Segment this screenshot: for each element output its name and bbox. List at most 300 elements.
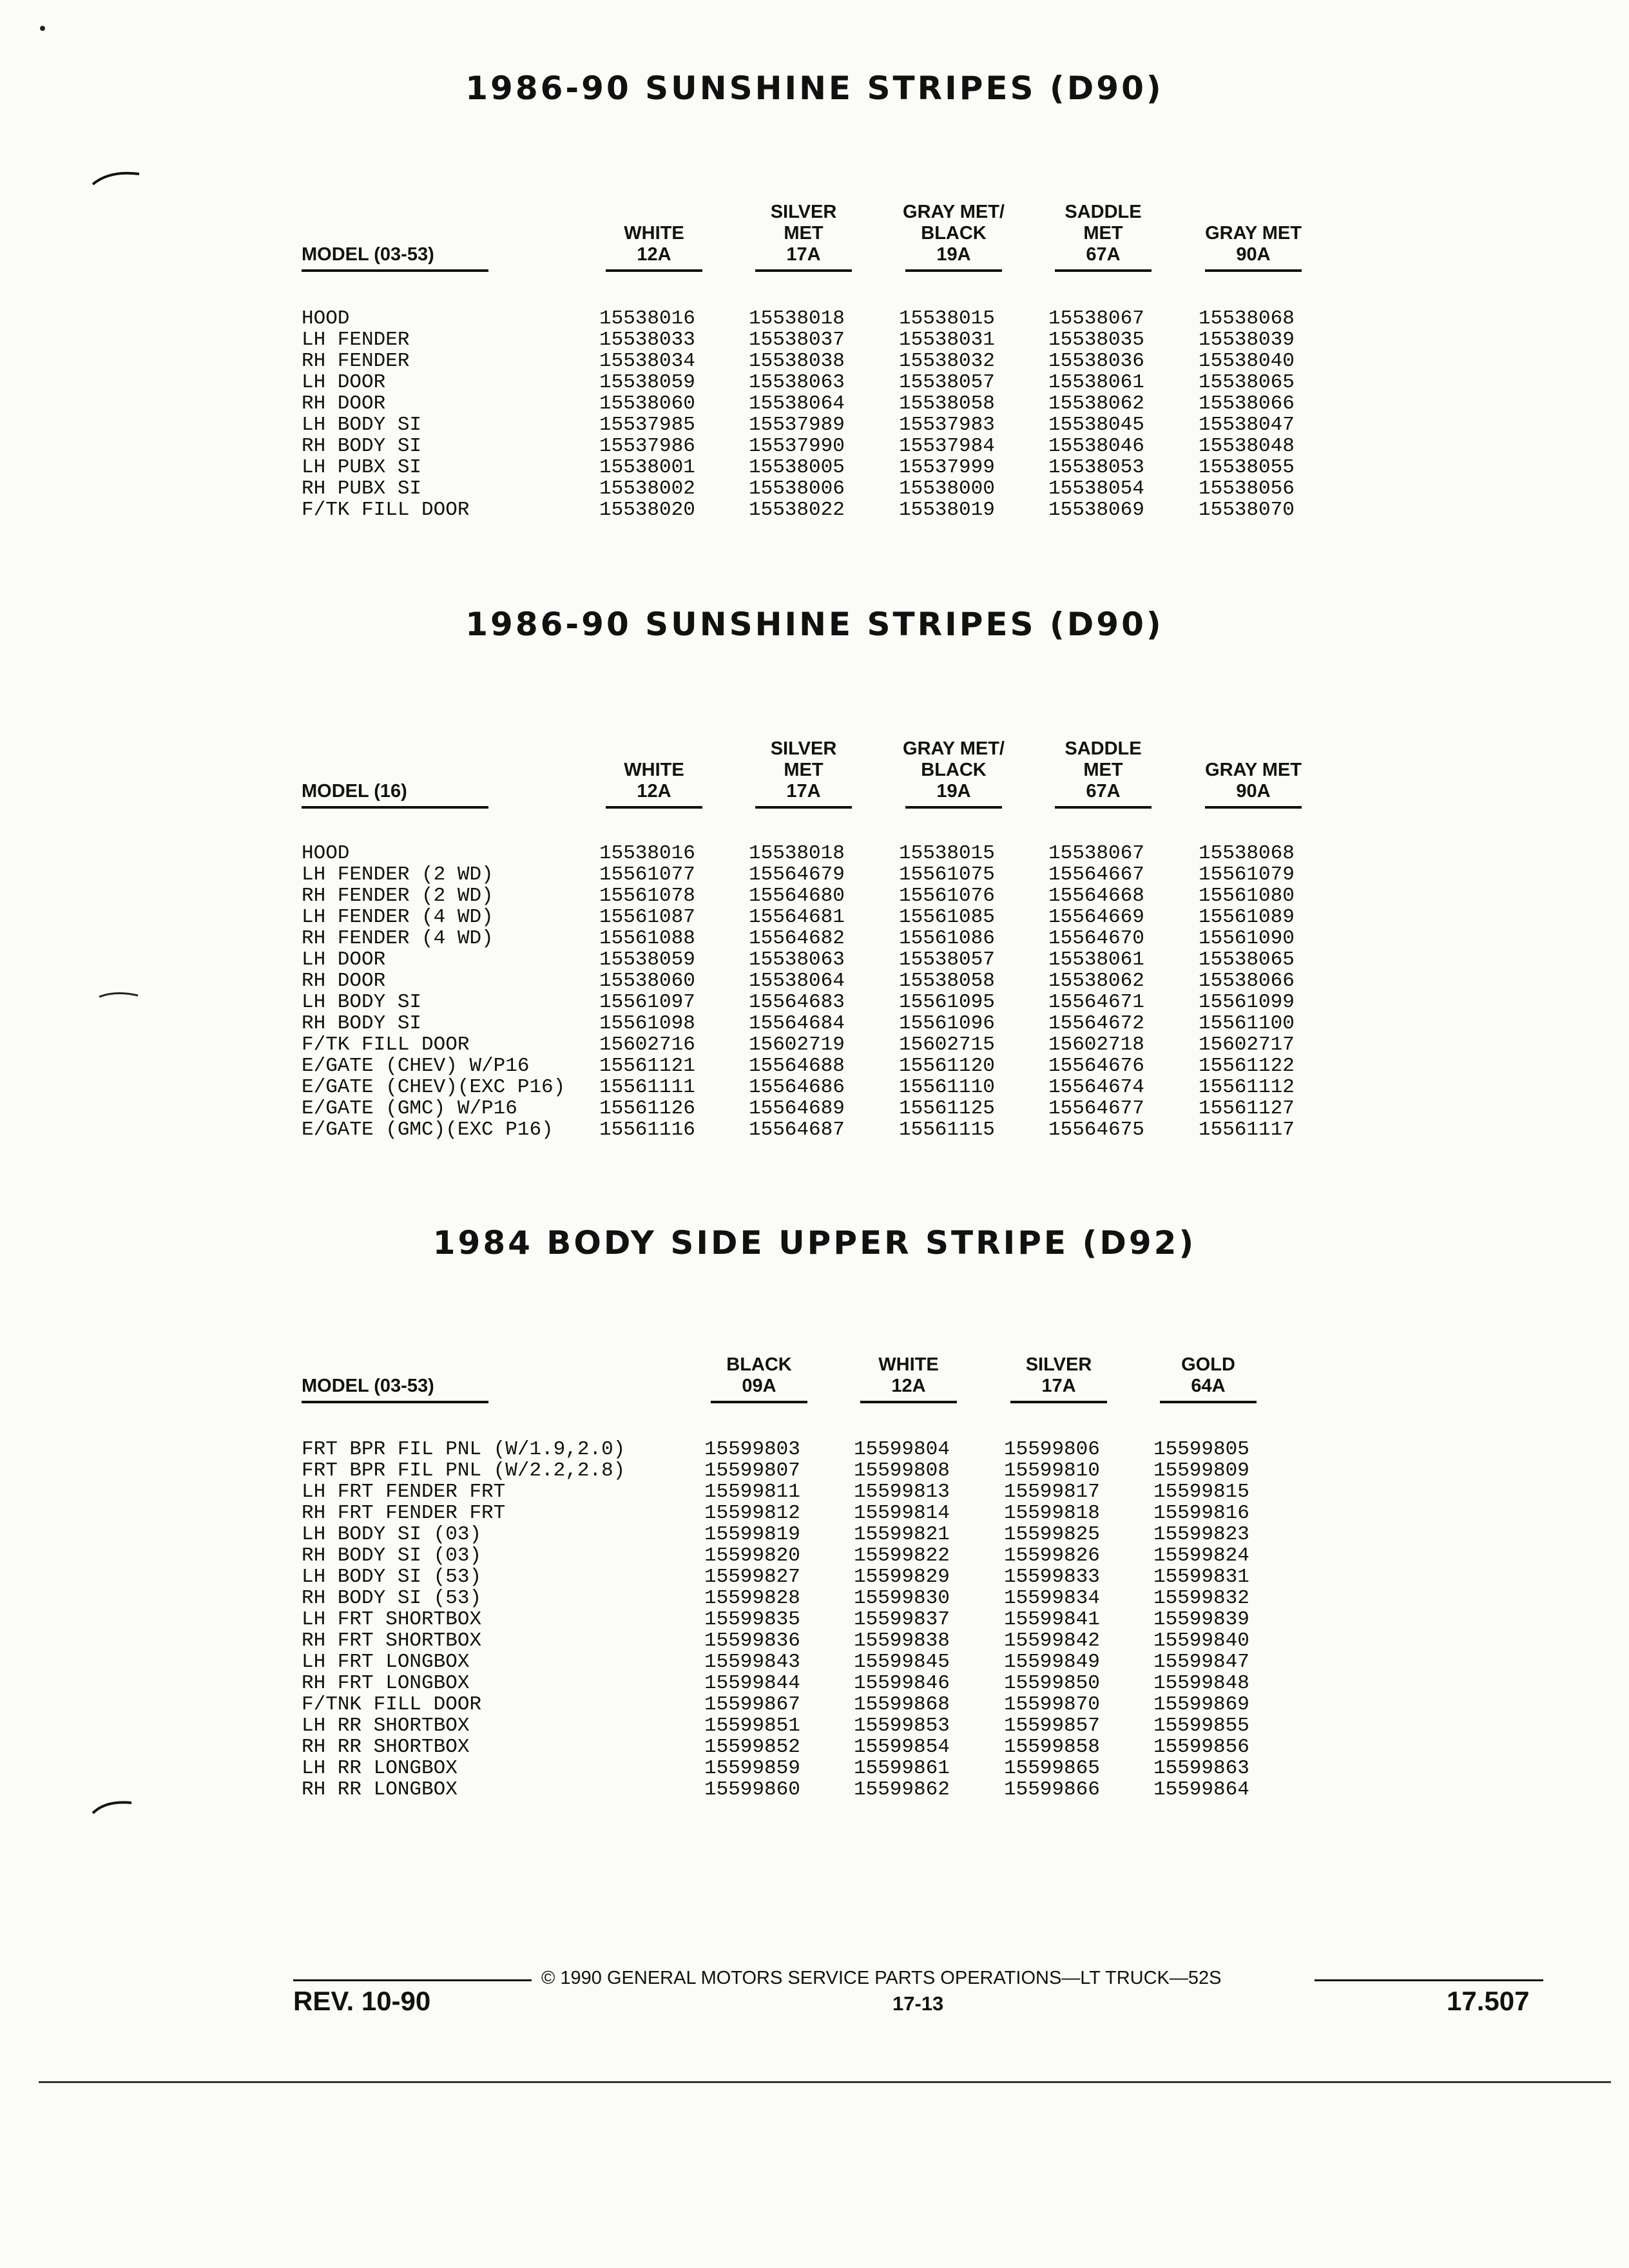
part-number: 15538020 — [599, 499, 695, 521]
column-header-line: WHITE — [878, 1354, 939, 1375]
part-number: 15599849 — [1004, 1651, 1100, 1673]
part-number: 15538057 — [899, 948, 995, 971]
part-number: 15538016 — [599, 307, 695, 330]
part-number: 15602716 — [599, 1033, 695, 1056]
part-number: 15599808 — [854, 1459, 950, 1482]
part-number: 15599806 — [1004, 1438, 1100, 1461]
column-header-line: GRAY MET/ — [903, 202, 1005, 222]
part-number: 15599834 — [1004, 1587, 1100, 1610]
part-number: 15599862 — [854, 1778, 950, 1801]
part-number: 15599813 — [854, 1481, 950, 1503]
column-header-line: SILVER — [770, 738, 837, 759]
part-number: 15564683 — [749, 991, 845, 1014]
part-number: 15538068 — [1199, 307, 1295, 330]
part-number: 15561099 — [1199, 991, 1295, 1014]
part-number: 15599859 — [704, 1757, 800, 1780]
part-description: FRT BPR FIL PNL (W/1.9,2.0) — [302, 1438, 626, 1461]
part-number: 15599867 — [704, 1693, 800, 1716]
part-number: 15599864 — [1153, 1778, 1249, 1801]
part-number: 15564687 — [749, 1119, 845, 1141]
column-header-underline — [905, 806, 1002, 809]
part-description: LH BODY SI (53) — [302, 1566, 482, 1588]
color-column-header — [596, 760, 712, 802]
part-number: 15538006 — [749, 477, 845, 500]
part-number: 15538032 — [899, 350, 995, 372]
part-number: 15564689 — [749, 1097, 845, 1120]
part-number: 15599838 — [854, 1629, 950, 1652]
part-number: 15599856 — [1153, 1736, 1249, 1758]
part-description: RH BODY SI — [302, 435, 422, 457]
color-column-header — [1195, 223, 1311, 265]
part-number: 15599809 — [1153, 1459, 1249, 1482]
column-header-line: 90A — [1236, 244, 1271, 265]
part-description: LH DOOR — [302, 371, 386, 394]
part-number: 15564672 — [1048, 1012, 1144, 1035]
part-number: 15538055 — [1199, 456, 1295, 479]
part-number: 15564688 — [749, 1055, 845, 1077]
part-number: 15564667 — [1048, 863, 1144, 886]
part-number: 15537999 — [899, 456, 995, 479]
part-number: 15538047 — [1199, 414, 1295, 436]
column-header-underline — [1160, 1401, 1257, 1403]
part-number: 15538045 — [1048, 414, 1144, 436]
part-number: 15561117 — [1199, 1119, 1295, 1141]
column-header-line: MET — [784, 760, 824, 780]
part-number: 15538063 — [749, 948, 845, 971]
part-description: LH BODY SI — [302, 991, 422, 1014]
part-number: 15599807 — [704, 1459, 800, 1482]
part-number: 15599846 — [854, 1672, 950, 1695]
part-number: 15599817 — [1004, 1481, 1100, 1503]
part-description: FRT BPR FIL PNL (W/2.2,2.8) — [302, 1459, 626, 1482]
part-number: 15599847 — [1153, 1651, 1249, 1673]
part-number: 15538036 — [1048, 350, 1144, 372]
part-description: RH FRT LONGBOX — [302, 1672, 470, 1695]
part-number: 15538061 — [1048, 371, 1144, 394]
part-number: 15599845 — [854, 1651, 950, 1673]
part-number: 15537983 — [899, 414, 995, 436]
part-number: 15564684 — [749, 1012, 845, 1035]
column-header-line: 67A — [1086, 781, 1121, 802]
part-number: 15538040 — [1199, 350, 1295, 372]
column-header-line: SADDLE — [1065, 202, 1142, 222]
column-header-line: BLACK — [726, 1354, 792, 1375]
part-number: 15599810 — [1004, 1459, 1100, 1482]
color-column-header — [896, 738, 1012, 802]
column-header-line: 67A — [1086, 244, 1121, 265]
part-number: 15538060 — [599, 392, 695, 415]
scan-mark-bottom-left — [90, 1798, 135, 1817]
part-number: 15537989 — [749, 414, 845, 436]
column-header-line: GOLD — [1181, 1354, 1235, 1375]
column-header-line: BLACK — [921, 760, 987, 780]
part-number: 15561095 — [899, 991, 995, 1014]
part-number: 15599837 — [854, 1608, 950, 1631]
part-number: 15599842 — [1004, 1629, 1100, 1652]
part-number: 15538060 — [599, 970, 695, 992]
part-number: 15599828 — [704, 1587, 800, 1610]
column-header-underline — [302, 806, 488, 809]
column-header-underline — [606, 269, 702, 272]
part-number: 15599851 — [704, 1715, 800, 1737]
part-number: 15538064 — [749, 970, 845, 992]
part-number: 15599830 — [854, 1587, 950, 1610]
part-number: 15599870 — [1004, 1693, 1100, 1716]
part-number: 15561097 — [599, 991, 695, 1014]
color-column-header — [746, 738, 862, 802]
part-number: 15538048 — [1199, 435, 1295, 457]
part-number: 15564669 — [1048, 906, 1144, 928]
part-number: 15564679 — [749, 863, 845, 886]
column-header-line: MODEL (03-53) — [302, 244, 434, 265]
column-header-line: WHITE — [624, 223, 684, 244]
color-column-header — [701, 1354, 817, 1397]
part-number: 15564682 — [749, 927, 845, 950]
part-description: RH DOOR — [302, 970, 386, 992]
part-number: 15599857 — [1004, 1715, 1100, 1737]
part-number: 15537984 — [899, 435, 995, 457]
part-description: LH FENDER — [302, 329, 410, 351]
part-description: LH BODY SI (03) — [302, 1523, 482, 1546]
column-header-line: BLACK — [921, 223, 987, 244]
column-header-line: SILVER — [1025, 1354, 1092, 1375]
part-number: 15538057 — [899, 371, 995, 394]
part-number: 15538018 — [749, 307, 845, 330]
part-number: 15564674 — [1048, 1076, 1144, 1099]
part-number: 15538039 — [1199, 329, 1295, 351]
column-header-line: GRAY MET — [1205, 760, 1302, 780]
part-number: 15602718 — [1048, 1033, 1144, 1056]
part-number: 15599816 — [1153, 1502, 1249, 1524]
part-number: 15599850 — [1004, 1672, 1100, 1695]
part-number: 15538058 — [899, 970, 995, 992]
column-header-line: MET — [1083, 760, 1123, 780]
part-number: 15538053 — [1048, 456, 1144, 479]
column-header-underline — [1010, 1401, 1107, 1403]
part-number: 15538064 — [749, 392, 845, 415]
part-description: RH RR LONGBOX — [302, 1778, 458, 1801]
part-number: 15561096 — [899, 1012, 995, 1035]
part-description: RH FRT SHORTBOX — [302, 1629, 482, 1652]
part-number: 15538067 — [1048, 842, 1144, 865]
part-number: 15599826 — [1004, 1544, 1100, 1567]
column-header-underline — [302, 1401, 488, 1403]
part-number: 15599839 — [1153, 1608, 1249, 1631]
part-number: 15538065 — [1199, 948, 1295, 971]
part-number: 15599824 — [1153, 1544, 1249, 1567]
part-description: HOOD — [302, 842, 350, 865]
part-number: 15602717 — [1199, 1033, 1295, 1056]
footer-rule-left — [293, 1979, 532, 1981]
part-number: 15599866 — [1004, 1778, 1100, 1801]
color-column-header — [596, 223, 712, 265]
column-header-line: MODEL (03-53) — [302, 1376, 434, 1396]
part-number: 15599844 — [704, 1672, 800, 1695]
part-number: 15599840 — [1153, 1629, 1249, 1652]
part-number: 15599804 — [854, 1438, 950, 1461]
column-header-underline — [860, 1401, 957, 1403]
column-header-line: MET — [1083, 223, 1123, 244]
part-number: 15538015 — [899, 842, 995, 865]
part-description: RH FRT FENDER FRT — [302, 1502, 506, 1524]
column-header-line: 17A — [786, 244, 821, 265]
part-number: 15538058 — [899, 392, 995, 415]
part-number: 15599821 — [854, 1523, 950, 1546]
part-number: 15561115 — [899, 1119, 995, 1141]
part-number: 15538069 — [1048, 499, 1144, 521]
part-number: 15538068 — [1199, 842, 1295, 865]
part-description: LH RR LONGBOX — [302, 1757, 458, 1780]
part-description: RH BODY SI — [302, 1012, 422, 1035]
part-number: 15538034 — [599, 350, 695, 372]
model-column-header — [302, 244, 495, 265]
part-description: LH DOOR — [302, 948, 386, 971]
part-number: 15538066 — [1199, 392, 1295, 415]
footer-revision: REV. 10-90 — [293, 1986, 431, 2016]
part-number: 15561122 — [1199, 1055, 1295, 1077]
part-description: RH FENDER (4 WD) — [302, 927, 494, 950]
part-number: 15537985 — [599, 414, 695, 436]
part-number: 15599836 — [704, 1629, 800, 1652]
column-header-underline — [1205, 269, 1302, 272]
part-number: 15599853 — [854, 1715, 950, 1737]
part-number: 15599852 — [704, 1736, 800, 1758]
part-description: F/TK FILL DOOR — [302, 1033, 470, 1056]
column-header-line: 09A — [742, 1376, 776, 1396]
part-number: 15599865 — [1004, 1757, 1100, 1780]
part-number: 15538070 — [1199, 499, 1295, 521]
part-description: LH FENDER (4 WD) — [302, 906, 494, 928]
column-header-line: 19A — [936, 781, 971, 802]
section-title: 1986-90 SUNSHINE STRIPES (D90) — [465, 606, 1164, 643]
color-column-header — [1045, 202, 1161, 265]
bottom-scan-rule — [39, 2081, 1611, 2083]
part-number: 15599848 — [1153, 1672, 1249, 1695]
part-number: 15599829 — [854, 1566, 950, 1588]
part-description: HOOD — [302, 307, 350, 330]
part-description: RH BODY SI (53) — [302, 1587, 482, 1610]
part-description: LH FRT SHORTBOX — [302, 1608, 482, 1631]
color-column-header — [1150, 1354, 1266, 1397]
part-number: 15599803 — [704, 1438, 800, 1461]
part-description: LH FRT LONGBOX — [302, 1651, 470, 1673]
part-number: 15599818 — [1004, 1502, 1100, 1524]
part-description: LH PUBX SI — [302, 456, 422, 479]
part-number: 15561086 — [899, 927, 995, 950]
part-number: 15564686 — [749, 1076, 845, 1099]
part-number: 15564670 — [1048, 927, 1144, 950]
part-number: 15538062 — [1048, 392, 1144, 415]
part-description: LH RR SHORTBOX — [302, 1715, 470, 1737]
part-number: 15599843 — [704, 1651, 800, 1673]
part-number: 15602715 — [899, 1033, 995, 1056]
footer-section-number: 17.507 — [1447, 1986, 1530, 2016]
part-number: 15538061 — [1048, 948, 1144, 971]
part-description: E/GATE (GMC)(EXC P16) — [302, 1119, 554, 1141]
column-header-underline — [755, 269, 852, 272]
part-description: F/TNK FILL DOOR — [302, 1693, 482, 1716]
part-number: 15538059 — [599, 948, 695, 971]
part-number: 15599863 — [1153, 1757, 1249, 1780]
part-number: 15538022 — [749, 499, 845, 521]
part-number: 15561111 — [599, 1076, 695, 1099]
color-column-header — [1001, 1354, 1117, 1397]
part-number: 15538037 — [749, 329, 845, 351]
section-title: 1984 BODY SIDE UPPER STRIPE (D92) — [432, 1224, 1197, 1262]
part-number: 15561085 — [899, 906, 995, 928]
scan-dot — [40, 26, 45, 31]
part-number: 15561087 — [599, 906, 695, 928]
part-description: E/GATE (CHEV) W/P16 — [302, 1055, 530, 1077]
footer-rule-right — [1315, 1979, 1543, 1981]
part-number: 15561112 — [1199, 1076, 1295, 1099]
part-number: 15561121 — [599, 1055, 695, 1077]
part-number: 15599827 — [704, 1566, 800, 1588]
part-number: 15561125 — [899, 1097, 995, 1120]
model-column-header — [302, 781, 495, 802]
part-number: 15561120 — [899, 1055, 995, 1077]
part-number: 15599822 — [854, 1544, 950, 1567]
footer-page-number: 17-13 — [892, 1992, 944, 2015]
part-number: 15538038 — [749, 350, 845, 372]
part-number: 15538054 — [1048, 477, 1144, 500]
model-column-header — [302, 1376, 495, 1397]
column-header-underline — [1055, 806, 1152, 809]
part-number: 15561077 — [599, 863, 695, 886]
color-column-header — [1045, 738, 1161, 802]
column-header-underline — [1205, 806, 1302, 809]
part-number: 15538033 — [599, 329, 695, 351]
part-number: 15561098 — [599, 1012, 695, 1035]
part-number: 15564677 — [1048, 1097, 1144, 1120]
part-number: 15538001 — [599, 456, 695, 479]
column-header-underline — [755, 806, 852, 809]
part-description: RH FENDER (2 WD) — [302, 885, 494, 907]
part-description: LH BODY SI — [302, 414, 422, 436]
part-number: 15538016 — [599, 842, 695, 865]
part-number: 15561126 — [599, 1097, 695, 1120]
section-title: 1986-90 SUNSHINE STRIPES (D90) — [465, 70, 1164, 107]
part-number: 15561127 — [1199, 1097, 1295, 1120]
part-number: 15599811 — [704, 1481, 800, 1503]
part-number: 15564675 — [1048, 1119, 1144, 1141]
column-header-line: 64A — [1191, 1376, 1226, 1396]
part-description: LH FRT FENDER FRT — [302, 1481, 506, 1503]
column-header-line: SADDLE — [1065, 738, 1142, 759]
column-header-line: 90A — [1236, 781, 1271, 802]
footer-copyright: © 1990 GENERAL MOTORS SERVICE PARTS OPERATIONS—LT TRUCK—52S — [541, 1968, 1222, 1988]
part-number: 15561080 — [1199, 885, 1295, 907]
part-description: RH FENDER — [302, 350, 410, 372]
part-number: 15599832 — [1153, 1587, 1249, 1610]
part-number: 15538056 — [1199, 477, 1295, 500]
column-header-underline — [302, 269, 488, 272]
part-description: F/TK FILL DOOR — [302, 499, 470, 521]
part-number: 15564668 — [1048, 885, 1144, 907]
part-number: 15561089 — [1199, 906, 1295, 928]
column-header-line: 12A — [637, 244, 671, 265]
part-number: 15538002 — [599, 477, 695, 500]
part-number: 15561090 — [1199, 927, 1295, 950]
column-header-line: MODEL (16) — [302, 781, 407, 802]
color-column-header — [896, 202, 1012, 265]
column-header-underline — [905, 269, 1002, 272]
part-number: 15564676 — [1048, 1055, 1144, 1077]
scan-mark-top-left — [90, 168, 142, 187]
part-number: 15538046 — [1048, 435, 1144, 457]
part-number: 15538067 — [1048, 307, 1144, 330]
part-number: 15561076 — [899, 885, 995, 907]
part-number: 15599861 — [854, 1757, 950, 1780]
part-number: 15599819 — [704, 1523, 800, 1546]
part-number: 15538031 — [899, 329, 995, 351]
column-header-line: SILVER — [770, 202, 837, 222]
column-header-line: 17A — [786, 781, 821, 802]
part-description: E/GATE (CHEV)(EXC P16) — [302, 1076, 566, 1099]
column-header-line: MET — [784, 223, 824, 244]
part-number: 15538000 — [899, 477, 995, 500]
color-column-header — [851, 1354, 967, 1397]
part-number: 15599820 — [704, 1544, 800, 1567]
column-header-line: WHITE — [624, 760, 684, 780]
column-header-line: 17A — [1041, 1376, 1076, 1396]
part-number: 15538019 — [899, 499, 995, 521]
part-number: 15599815 — [1153, 1481, 1249, 1503]
part-number: 15538066 — [1199, 970, 1295, 992]
part-number: 15561078 — [599, 885, 695, 907]
part-number: 15561116 — [599, 1119, 695, 1141]
part-number: 15538015 — [899, 307, 995, 330]
part-number: 15599805 — [1153, 1438, 1249, 1461]
part-number: 15538059 — [599, 371, 695, 394]
part-number: 15538018 — [749, 842, 845, 865]
part-number: 15538063 — [749, 371, 845, 394]
part-number: 15561088 — [599, 927, 695, 950]
part-number: 15599825 — [1004, 1523, 1100, 1546]
column-header-line: 19A — [936, 244, 971, 265]
part-number: 15599869 — [1153, 1693, 1249, 1716]
column-header-line: 12A — [637, 781, 671, 802]
part-description: RH RR SHORTBOX — [302, 1736, 470, 1758]
part-number: 15537986 — [599, 435, 695, 457]
part-number: 15599812 — [704, 1502, 800, 1524]
part-description: RH DOOR — [302, 392, 386, 415]
part-number: 15599831 — [1153, 1566, 1249, 1588]
column-header-underline — [606, 806, 702, 809]
part-number: 15599855 — [1153, 1715, 1249, 1737]
part-number: 15561100 — [1199, 1012, 1295, 1035]
part-description: RH BODY SI (03) — [302, 1544, 482, 1567]
column-header-line: GRAY MET/ — [903, 738, 1005, 759]
part-number: 15599823 — [1153, 1523, 1249, 1546]
part-description: E/GATE (GMC) W/P16 — [302, 1097, 517, 1120]
scan-mark-mid-left — [97, 989, 142, 1002]
part-number: 15599860 — [704, 1778, 800, 1801]
part-number: 15564681 — [749, 906, 845, 928]
part-description: RH PUBX SI — [302, 477, 422, 500]
part-description: LH FENDER (2 WD) — [302, 863, 494, 886]
part-number: 15538035 — [1048, 329, 1144, 351]
part-number: 15602719 — [749, 1033, 845, 1056]
column-header-line: GRAY MET — [1205, 223, 1302, 244]
part-number: 15564671 — [1048, 991, 1144, 1014]
part-number: 15537990 — [749, 435, 845, 457]
part-number: 15538062 — [1048, 970, 1144, 992]
color-column-header — [746, 202, 862, 265]
part-number: 15561110 — [899, 1076, 995, 1099]
part-number: 15599841 — [1004, 1608, 1100, 1631]
part-number: 15561075 — [899, 863, 995, 886]
